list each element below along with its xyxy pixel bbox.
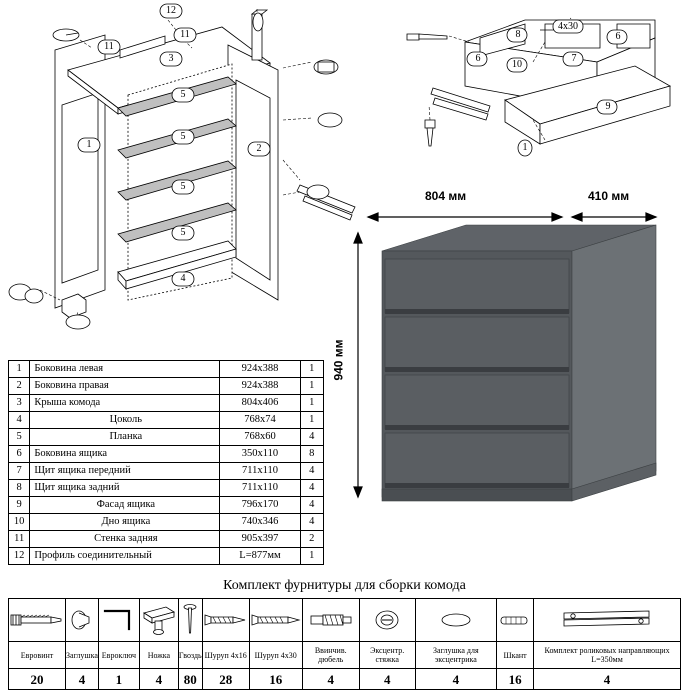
hardware-name: Ножка xyxy=(139,642,178,669)
table-row xyxy=(9,480,324,497)
part-number: 5 xyxy=(9,429,30,446)
hardware-count: 4 xyxy=(415,669,497,690)
part-quantity: 1 xyxy=(300,361,323,378)
hardware-icon-cell xyxy=(534,599,681,642)
hardware-count: 28 xyxy=(202,669,249,690)
callout-12: 12 xyxy=(166,5,176,16)
roller-slides-icon xyxy=(534,599,680,641)
hardware-icon-cell xyxy=(202,599,249,642)
hardware-count: 4 xyxy=(359,669,415,690)
part-name: Фасад ящика xyxy=(30,497,220,514)
hardware-name: Евроключ xyxy=(98,642,139,669)
hardware-count: 20 xyxy=(9,669,66,690)
part-number: 1 xyxy=(9,361,30,378)
part-dimension: 905х397 xyxy=(220,531,300,548)
drawer-callout-6-left: 6 xyxy=(475,53,481,64)
hardware-name: Шкант xyxy=(497,642,534,669)
hardware-name: Заглушка xyxy=(66,642,99,669)
screw-4x16-icon xyxy=(203,599,249,641)
part-quantity: 8 xyxy=(300,446,323,463)
table-row xyxy=(9,361,324,378)
part-dimension: 740х346 xyxy=(220,514,300,531)
hardware-count: 16 xyxy=(497,669,534,690)
hardware-icon-cell xyxy=(139,599,178,642)
hardware-count: 4 xyxy=(302,669,359,690)
callout-2: 2 xyxy=(256,143,262,154)
part-quantity: 1 xyxy=(300,395,323,412)
part-name: Профиль соединительный xyxy=(30,548,220,565)
part-name: Боковина ящика xyxy=(30,446,220,463)
part-quantity: 1 xyxy=(300,412,323,429)
euro-key-icon xyxy=(99,599,139,641)
part-dimension: 804х406 xyxy=(220,395,300,412)
callout-5-a: 5 xyxy=(180,89,186,100)
part-name: Крыша комода xyxy=(30,395,220,412)
table-row xyxy=(9,429,324,446)
hardware-name: Шуруп 4х30 xyxy=(249,642,302,669)
euro-screw-icon xyxy=(9,599,65,641)
part-number: 2 xyxy=(9,378,30,395)
hardware-name: Шуруп 4х16 xyxy=(202,642,249,669)
nail-icon xyxy=(179,599,202,641)
part-name: Боковина левая xyxy=(30,361,220,378)
part-quantity: 4 xyxy=(300,497,323,514)
part-quantity: 4 xyxy=(300,429,323,446)
table-row xyxy=(9,514,324,531)
part-dimension: 350х110 xyxy=(220,446,300,463)
part-dimension: 796х170 xyxy=(220,497,300,514)
part-name: Планка xyxy=(30,429,220,446)
dimension-width-label: 804 мм xyxy=(425,189,467,203)
drawer-callout-6-right: 6 xyxy=(615,31,621,42)
part-number: 12 xyxy=(9,548,30,565)
leg-icon xyxy=(140,599,178,641)
hardware-count: 1 xyxy=(98,669,139,690)
part-number: 6 xyxy=(9,446,30,463)
part-number: 4 xyxy=(9,412,30,429)
part-dimension: 711х110 xyxy=(220,463,300,480)
part-name: Стенка задняя xyxy=(30,531,220,548)
hardware-icon-cell xyxy=(9,599,66,642)
part-number: 8 xyxy=(9,480,30,497)
callout-1: 1 xyxy=(86,139,92,150)
table-row xyxy=(9,446,324,463)
dimension-depth-label: 410 мм xyxy=(588,189,630,203)
cam-lock-icon xyxy=(360,599,415,641)
hardware-name: Заглушка для эксцентрика xyxy=(415,642,497,669)
hardware-name: Эксцентр. стяжка xyxy=(359,642,415,669)
part-dimension: 924х388 xyxy=(220,378,300,395)
hardware-icon-cell xyxy=(497,599,534,642)
cap-icon xyxy=(66,599,98,641)
table-row xyxy=(9,463,324,480)
dowel-icon xyxy=(303,599,359,641)
table-row xyxy=(9,497,324,514)
part-dimension: 711х110 xyxy=(220,480,300,497)
part-name: Щит ящика передний xyxy=(30,463,220,480)
part-number: 9 xyxy=(9,497,30,514)
hardware-count: 16 xyxy=(249,669,302,690)
part-quantity: 4 xyxy=(300,514,323,531)
part-dimension: 768х60 xyxy=(220,429,300,446)
hardware-section-title: Комплект фурнитуры для сборки комода xyxy=(223,578,466,593)
hardware-icon-cell xyxy=(415,599,497,642)
screw-4x30-icon xyxy=(250,599,302,641)
dimension-height-label: 940 мм xyxy=(331,339,346,381)
part-name: Цоколь xyxy=(30,412,220,429)
hardware-count: 4 xyxy=(139,669,178,690)
hardware-name: Евровинт xyxy=(9,642,66,669)
callout-11-left: 11 xyxy=(104,41,114,52)
dowel-pin-icon xyxy=(497,599,533,641)
callout-11-right: 11 xyxy=(180,29,190,40)
part-name: Дно ящика xyxy=(30,514,220,531)
hardware-name: Гвоздь xyxy=(178,642,202,669)
part-name: Щит ящика задний xyxy=(30,480,220,497)
hardware-icon-cell xyxy=(249,599,302,642)
parts-table xyxy=(8,360,324,565)
hardware-count: 4 xyxy=(534,669,681,690)
chest-render-with-dimensions xyxy=(331,185,689,381)
part-quantity: 1 xyxy=(300,548,323,565)
part-number: 3 xyxy=(9,395,30,412)
part-dimension: 768х74 xyxy=(220,412,300,429)
drawer-callout-7: 7 xyxy=(571,53,577,64)
callout-5-d: 5 xyxy=(180,227,186,238)
part-dimension: L=877мм xyxy=(220,548,300,565)
hardware-count: 80 xyxy=(178,669,202,690)
hardware-icon-cell xyxy=(302,599,359,642)
hardware-icon-cell xyxy=(178,599,202,642)
callout-3: 3 xyxy=(168,53,174,64)
hardware-name: Ввинчив. дюбель xyxy=(302,642,359,669)
drawer-callout-9: 9 xyxy=(605,101,611,112)
callout-4: 4 xyxy=(180,273,186,284)
callout-5-b: 5 xyxy=(180,131,186,142)
hardware-icon-cell xyxy=(359,599,415,642)
table-row xyxy=(9,548,324,565)
table-row xyxy=(9,412,324,429)
part-number: 10 xyxy=(9,514,30,531)
table-row xyxy=(9,378,324,395)
hardware-count: 4 xyxy=(66,669,99,690)
hardware-table xyxy=(8,598,681,690)
callout-5-c: 5 xyxy=(180,181,186,192)
drawer-callout-1: 1 xyxy=(522,142,528,153)
part-number: 11 xyxy=(9,531,30,548)
drawer-callout-4x30: 4x30 xyxy=(558,21,578,32)
drawer-callout-8: 8 xyxy=(515,29,521,40)
hardware-icon-cell xyxy=(98,599,139,642)
table-row xyxy=(9,395,324,412)
part-name: Боковина правая xyxy=(30,378,220,395)
part-number: 7 xyxy=(9,463,30,480)
part-quantity: 4 xyxy=(300,463,323,480)
cam-cap-icon xyxy=(416,599,497,641)
exploded-assembly-diagram xyxy=(0,0,360,350)
drawer-callout-10: 10 xyxy=(512,59,522,70)
table-row xyxy=(9,531,324,548)
hardware-name: Комплект роликовых направляющих L=350мм xyxy=(534,642,681,669)
part-quantity: 2 xyxy=(300,531,323,548)
hardware-icon-cell xyxy=(66,599,99,642)
part-quantity: 4 xyxy=(300,480,323,497)
part-dimension: 924х388 xyxy=(220,361,300,378)
drawer-assembly-diagram xyxy=(385,0,685,165)
part-quantity: 1 xyxy=(300,378,323,395)
